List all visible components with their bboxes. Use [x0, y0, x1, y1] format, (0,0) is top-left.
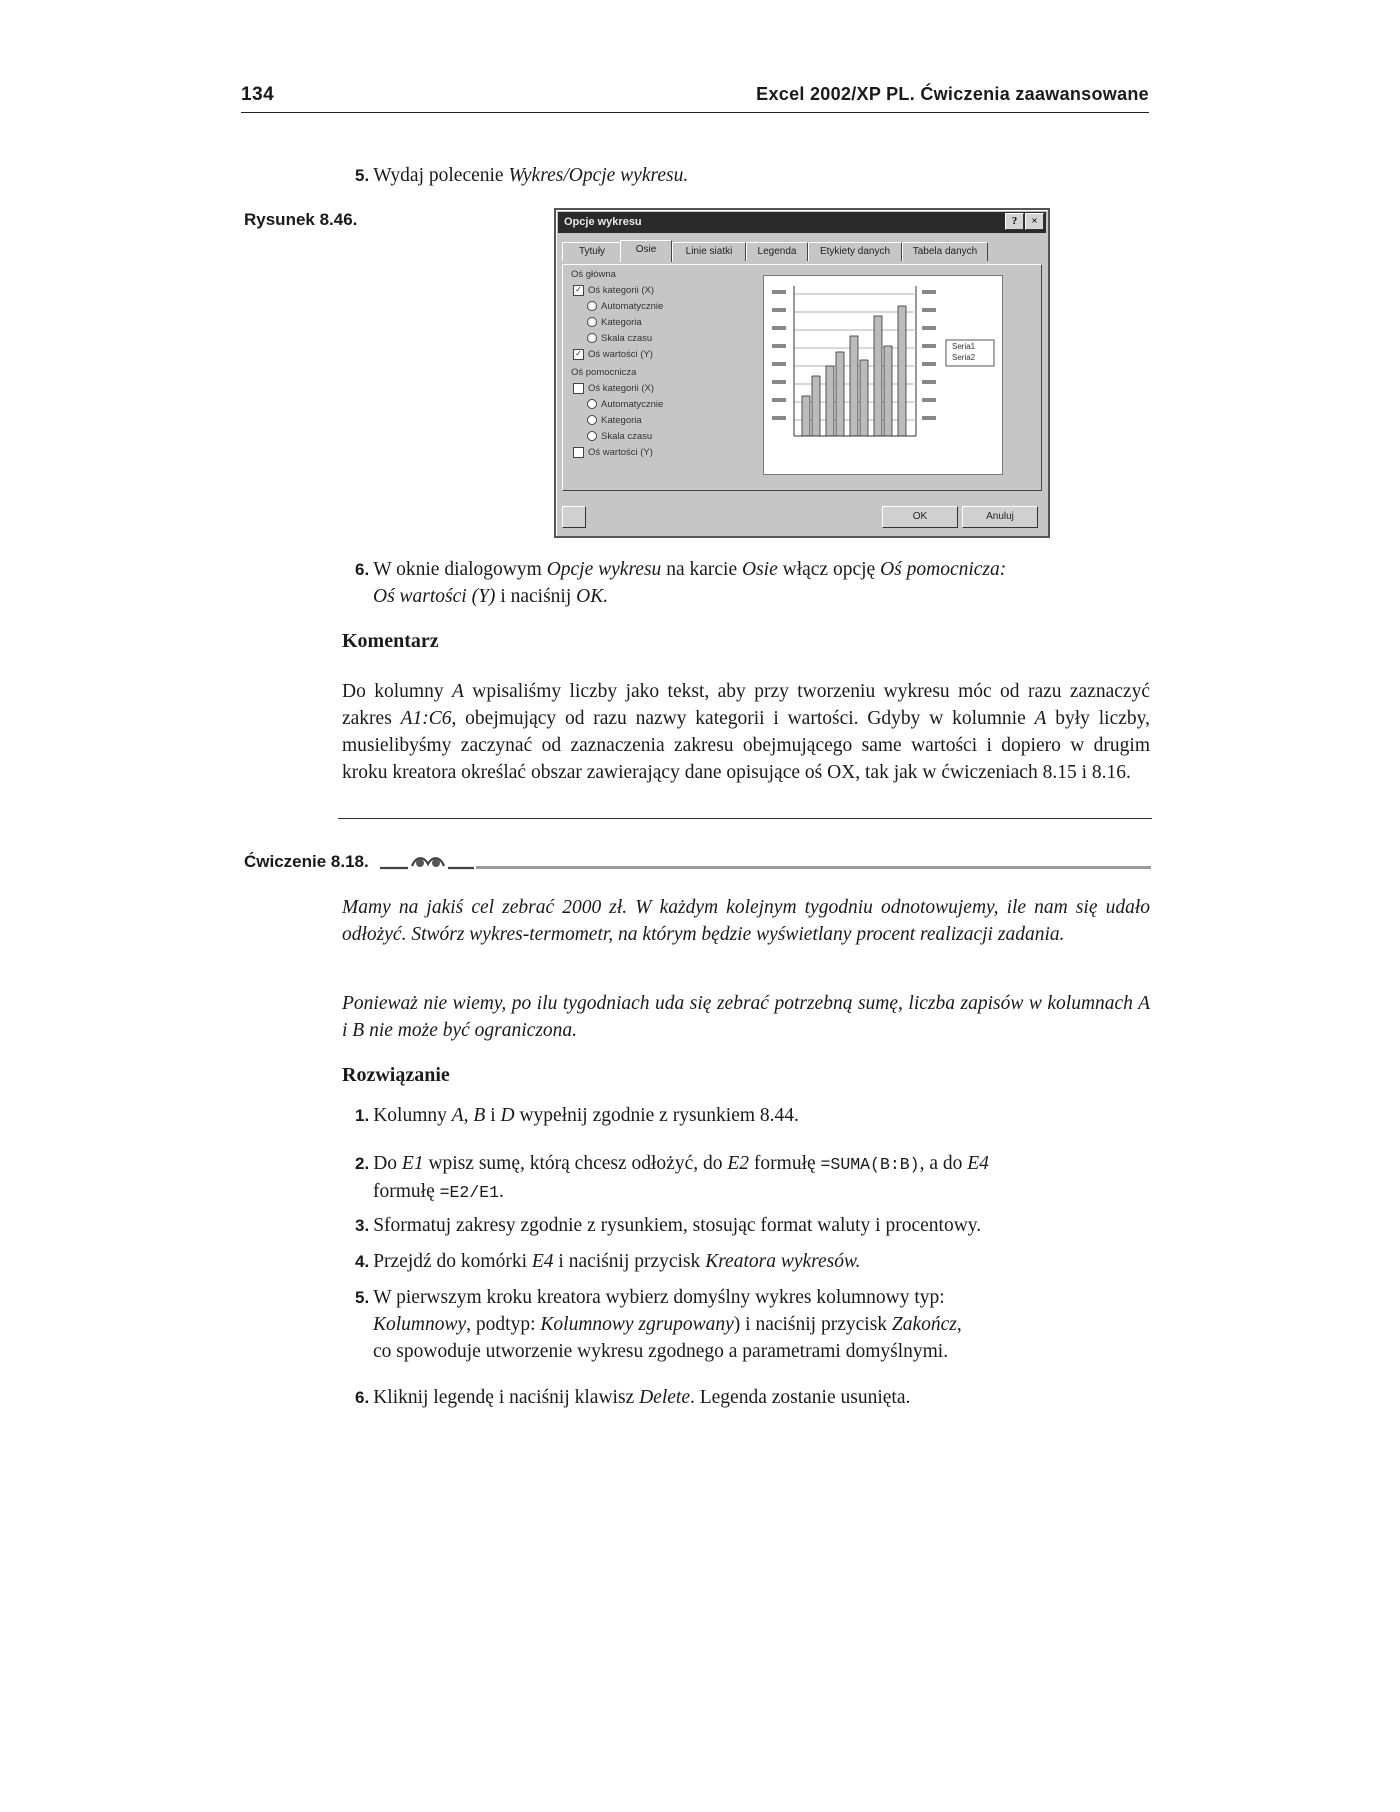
checkbox-icon[interactable]: ✓ — [573, 349, 584, 360]
komentarz-paragraph: Do kolumny A wpisaliśmy liczby jako tekst, aby przy tworzeniu wykresu móc od razu zaznaczyć zakres A1:C6, obejmujący od razu nazwy kategorii i wartości. Gdyby w kolumnie A były liczby, musielibyśmy zaczynać od zaznaczenia zakresu obejmującego same wartości i dopiero w drugim kroku kreatora określać obszar zawierający dane opisujące oś OX, tak jak w ćwiczeniach 8.15 i 8.16. — [342, 681, 1150, 783]
radio-icon[interactable] — [587, 317, 597, 327]
dialog-titlebar — [558, 212, 1046, 233]
tab-gridlines[interactable]: Linie siatki — [672, 242, 746, 261]
formula: =E2/E1 — [439, 1183, 500, 1202]
option-automatic-2[interactable]: Automatycznie — [587, 399, 663, 410]
legend-item: Seria2 — [952, 353, 976, 362]
option-name: Oś wartości (Y) — [373, 586, 496, 607]
step-number: 5. — [355, 166, 370, 185]
exercise-intro-2: Ponieważ nie wiemy, po ilu tygodniach uda się zebrać potrzebną sumę, liczba zapisów w kolumnach A i B nie może być ograniczona. — [342, 993, 1150, 1041]
option-category-2[interactable]: Kategoria — [587, 415, 642, 426]
book-title: Excel 2002/XP PL. Ćwiczenia zaawansowane — [756, 84, 1149, 104]
figure-label: Rysunek 8.46. — [244, 210, 358, 229]
tab-strip — [562, 242, 1042, 264]
running-header — [241, 84, 1149, 113]
solution-step-3: 3. Sformatuj zakresy zgodnie z rysunkiem, stosując format waluty i procentowy. — [355, 1215, 982, 1236]
close-icon[interactable]: × — [1025, 213, 1044, 230]
step-text: Wydaj polecenie — [373, 165, 509, 186]
solution-step-2: 2. Do E1 wpisz sumę, którą chcesz odłożyć, do E2 formułę =SUMA(B:B), a do E4 formułę =E2/E1. — [355, 1153, 989, 1202]
dialog-title: Opcje wykresu — [564, 216, 642, 228]
group-secondary-axis: Oś pomocnicza — [571, 367, 637, 378]
radio-icon[interactable] — [587, 333, 597, 343]
tab-axes[interactable]: Osie — [620, 240, 672, 262]
formula: =SUMA(B:B) — [820, 1155, 920, 1174]
legend-item: Seria1 — [952, 342, 976, 351]
tab-data-table[interactable]: Tabela danych — [902, 242, 988, 261]
menu-path: Wykres/Opcje wykresu. — [508, 165, 689, 186]
page-number: 134 — [241, 84, 275, 105]
option-name: Oś pomocnicza: — [880, 559, 1007, 580]
group-primary-axis: Oś główna — [571, 269, 616, 280]
radio-icon[interactable] — [587, 301, 597, 311]
solution-step-1: 1. Kolumny A, B i D wypełnij zgodnie z rysunkiem 8.44. — [355, 1105, 799, 1126]
exercise-label: Ćwiczenie 8.18. — [244, 852, 369, 871]
step-number: 6. — [355, 560, 370, 579]
solution-step-6: 6. Kliknij legendę i naciśnij klawisz Delete. Legenda zostanie usunięta. — [355, 1387, 911, 1408]
checkbox-icon[interactable] — [573, 447, 584, 458]
preview-icon[interactable] — [562, 506, 586, 528]
difficulty-icon — [378, 852, 476, 872]
radio-icon[interactable] — [587, 415, 597, 425]
option-timescale[interactable]: Skala czasu — [587, 333, 652, 344]
preview-chart-graphic — [764, 276, 1002, 474]
button-name: OK. — [576, 586, 609, 607]
cancel-button[interactable]: Anuluj — [962, 506, 1038, 528]
axes-tab-panel — [562, 264, 1042, 491]
solution-step-4: 4. Przejdź do komórki E4 i naciśnij przycisk Kreatora wykresów. — [355, 1251, 861, 1272]
exercise-rule — [476, 866, 1151, 869]
option-value-axis[interactable]: ✓ Oś wartości (Y) — [573, 349, 653, 360]
option-value-axis-2[interactable]: Oś wartości (Y) — [573, 447, 653, 458]
tab-name: Osie — [741, 559, 778, 580]
option-category[interactable]: Kategoria — [587, 317, 642, 328]
step-5 — [355, 162, 1155, 189]
option-category-axis-2[interactable]: Oś kategorii (X) — [573, 383, 654, 394]
step-6: 6. W oknie dialogowym Opcje wykresu na karcie Osie włącz opcję Oś pomocnicza: Oś wartości (Y) i naciśnij OK. — [355, 559, 1007, 607]
checkbox-icon[interactable]: ✓ — [573, 285, 584, 296]
radio-icon[interactable] — [587, 431, 597, 441]
chart-options-dialog — [554, 208, 1050, 538]
ok-button[interactable]: OK — [882, 506, 958, 528]
option-timescale-2[interactable]: Skala czasu — [587, 431, 652, 442]
radio-icon[interactable] — [587, 399, 597, 409]
solution-step-5: 5. W pierwszym kroku kreatora wybierz domyślny wykres kolumnowy typ: Kolumnowy, podtyp: Kolumnowy zgrupowany) i naciśnij przycisk Zakończ, co spowoduje utworzenie wykresu zgodnego a parametrami domyślnymi. — [355, 1287, 962, 1362]
tab-data-labels[interactable]: Etykiety danych — [808, 242, 902, 261]
chart-preview — [763, 275, 1003, 475]
checkbox-icon[interactable] — [573, 383, 584, 394]
section-divider — [338, 818, 1152, 819]
help-icon[interactable]: ? — [1005, 213, 1024, 230]
komentarz-heading: Komentarz — [342, 630, 439, 652]
exercise-intro-1: Mamy na jakiś cel zebrać 2000 zł. W każdym kolejnym tygodniu odnotowujemy, ile nam się udało odłożyć. Stwórz wykres-termometr, na którym będzie wyświetlany procent realizacji zadania. — [342, 897, 1150, 945]
option-category-axis[interactable]: ✓ Oś kategorii (X) — [573, 285, 654, 296]
solution-heading: Rozwiązanie — [342, 1064, 450, 1086]
tab-titles[interactable]: Tytuły — [562, 242, 622, 261]
option-automatic[interactable]: Automatycznie — [587, 301, 663, 312]
tab-legend[interactable]: Legenda — [746, 242, 808, 261]
dialog-name: Opcje wykresu — [546, 559, 662, 580]
